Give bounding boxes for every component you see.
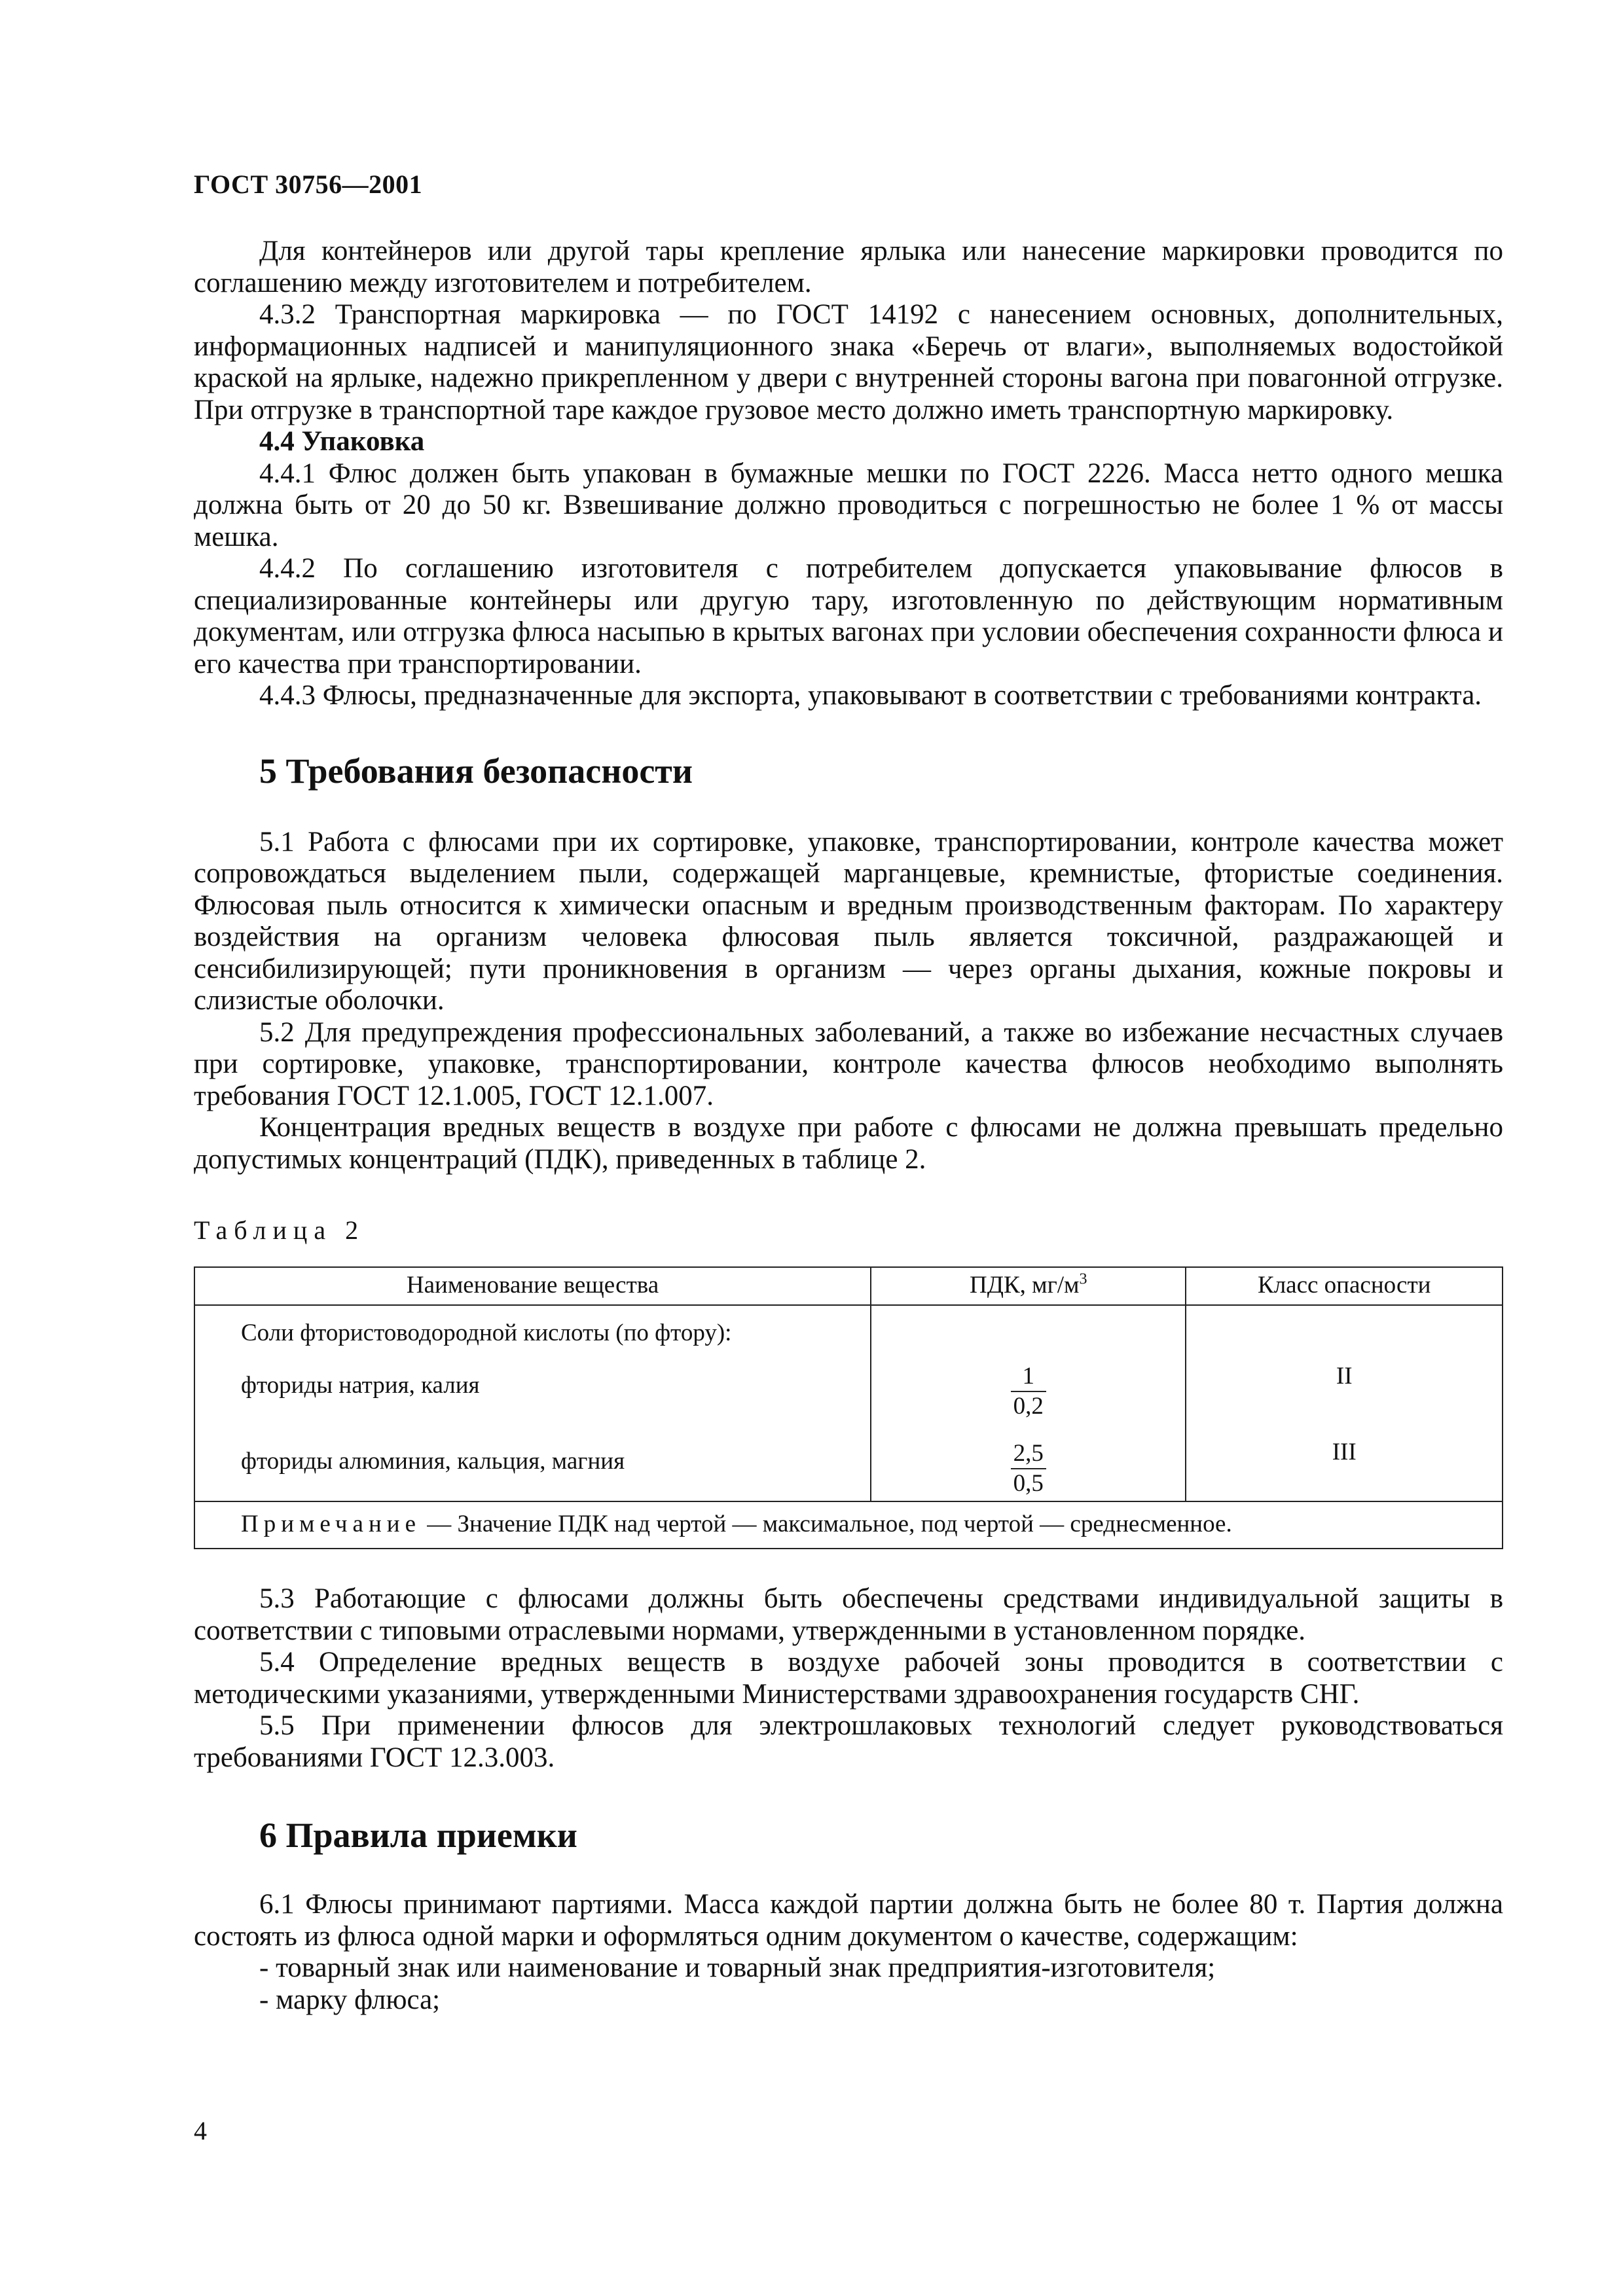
section-heading-safety: 5 Требования безопасности	[259, 751, 693, 791]
table-note-row	[194, 1501, 1503, 1549]
hazard-class-row-2: III	[1332, 1438, 1357, 1465]
pdk-table	[194, 1266, 1503, 1550]
substance-group-label: Соли фтористоводородной кислоты (по фтору):	[241, 1319, 732, 1346]
table-header-row	[194, 1267, 1503, 1305]
subsection-heading-packaging: 4.4 Упаковка	[259, 426, 425, 457]
table-note-label: Примечание	[241, 1510, 421, 1537]
list-item: - товарный знак или наименование и товарный знак предприятия-изготовителя;	[259, 1952, 1216, 1983]
paragraph-4-4-1: 4.4.1 Флюс должен быть упакован в бумажные мешки по ГОСТ 2226. Масса нетто одного мешка должна быть от 20 до 50 кг. Взвешивание должно проводиться с погрешностью не более 1 % от массы мешка.	[194, 457, 1503, 552]
column-header-substance: Наименование вещества	[194, 1267, 871, 1305]
paragraph-5-2: 5.2 Для предупреждения профессиональных заболеваний, а также во избежание несчастных случаев при сортировке, упаковке, транспортировании, контроле качества флюсов необходимо выполнять требования ГОСТ 12.1.005, ГОСТ 12.1.007.	[194, 1016, 1503, 1111]
paragraph-6-1: 6.1 Флюсы принимают партиями. Масса каждой партии должна быть не более 80 т. Партия должна состоять из флюса одной марки и оформляться одним документом о качестве, содержащим:	[194, 1889, 1503, 1952]
hazard-class-row-1: II	[1336, 1362, 1353, 1390]
paragraph-container-marking: Для контейнеров или другой тары крепление ярлыка или нанесение маркировки проводится по соглашению между изготовителем и потребителем.	[194, 236, 1503, 298]
pdk-avg-row-1: 0,2	[1013, 1392, 1044, 1420]
substance-row-2-name: фториды алюминия, кальция, магния	[241, 1447, 625, 1475]
pdk-fraction-row-2	[1011, 1439, 1046, 1498]
pdk-max-row-1: 1	[1011, 1362, 1046, 1392]
paragraph-concentration: Концентрация вредных веществ в воздухе при работе с флюсами не должна превышать предельно допустимых концентраций (ПДК), приведенных в таблице 2.	[194, 1112, 1503, 1175]
document-body	[194, 236, 1503, 2016]
paragraph-4-3-2: 4.3.2 Транспортная маркировка — по ГОСТ 14192 с нанесением основных, дополнительных, информационных надписей и манипуляционного знака «Беречь от влаги», выполняемых водостойкой краской на ярлыке, надежно прикрепленном у двери с внутренней стороны вагона при повагонной отгрузке. При отгрузке в транспортной таре каждое грузовое место должно иметь транспортную маркировку.	[194, 299, 1503, 425]
substance-names-cell	[194, 1305, 871, 1501]
paragraph-4-4-3: 4.4.3 Флюсы, предназначенные для экспорта, упаковывают в соответствии с требованиями контракта.	[259, 680, 1482, 711]
column-header-pdk	[871, 1267, 1186, 1305]
column-header-hazard-class: Класс опасности	[1186, 1267, 1503, 1305]
paragraph-5-3: 5.3 Работающие с флюсами должны быть обеспечены средствами индивидуальной защиты в соответствии с типовыми отраслевыми нормами, утвержденными в установленном порядке.	[194, 1583, 1503, 1646]
table-note	[194, 1501, 1503, 1549]
pdk-max-row-2: 2,5	[1011, 1439, 1046, 1469]
table-caption: Таблица 2	[194, 1215, 365, 1245]
column-header-pdk-superscript: 3	[1079, 1270, 1087, 1288]
paragraph-5-4: 5.4 Определение вредных веществ в воздухе рабочей зоны проводится в соответствии с методическими указаниями, утвержденными Министерствами здравоохранения государств СНГ.	[194, 1647, 1503, 1710]
table-body-row	[194, 1305, 1503, 1501]
column-header-pdk-label: ПДК, мг/м	[970, 1272, 1080, 1299]
substance-row-1-name: фториды натрия, калия	[241, 1371, 480, 1399]
requirements-list	[194, 1952, 1503, 2016]
hazard-class-cell	[1186, 1305, 1503, 1501]
table-note-text: — Значение ПДК над чертой — максимальное, под чертой — среднесменное.	[421, 1510, 1232, 1537]
pdk-values-cell	[871, 1305, 1186, 1501]
document-code-header: ГОСТ 30756—2001	[194, 170, 423, 199]
list-item: - марку флюса;	[259, 1984, 441, 2015]
pdk-fraction-row-1	[1011, 1362, 1046, 1421]
paragraph-5-5: 5.5 При применении флюсов для электрошлаковых технологий следует руководствоваться требованиями ГОСТ 12.3.003.	[194, 1710, 1503, 1773]
paragraph-5-1: 5.1 Работа с флюсами при их сортировке, упаковке, транспортировании, контроле качества может сопровождаться выделением пыли, содержащей марганцевые, кремнистые, фтористые соединения. Флюсовая пыль относится к химически опасным и вредным производственным факторам. По характеру воздействия на организм человека флюсовая пыль является токсичной, раздражающей и сенсибилизирующей; пути проникновения в организм — через органы дыхания, кожные покровы и слизистые оболочки.	[194, 826, 1503, 1016]
section-heading-acceptance: 6 Правила приемки	[259, 1816, 577, 1855]
paragraph-4-4-2: 4.4.2 По соглашению изготовителя с потребителем допускается упаковывание флюсов в специализированные контейнеры или другую тару, изготовленную по действующим нормативным документам, или отгрузка флюса насыпью в крытых вагонах при условии обеспечения сохранности флюса и его качества при транспортировании.	[194, 553, 1503, 679]
page-number: 4	[194, 2116, 207, 2145]
pdk-avg-row-2: 0,5	[1013, 1470, 1044, 1497]
